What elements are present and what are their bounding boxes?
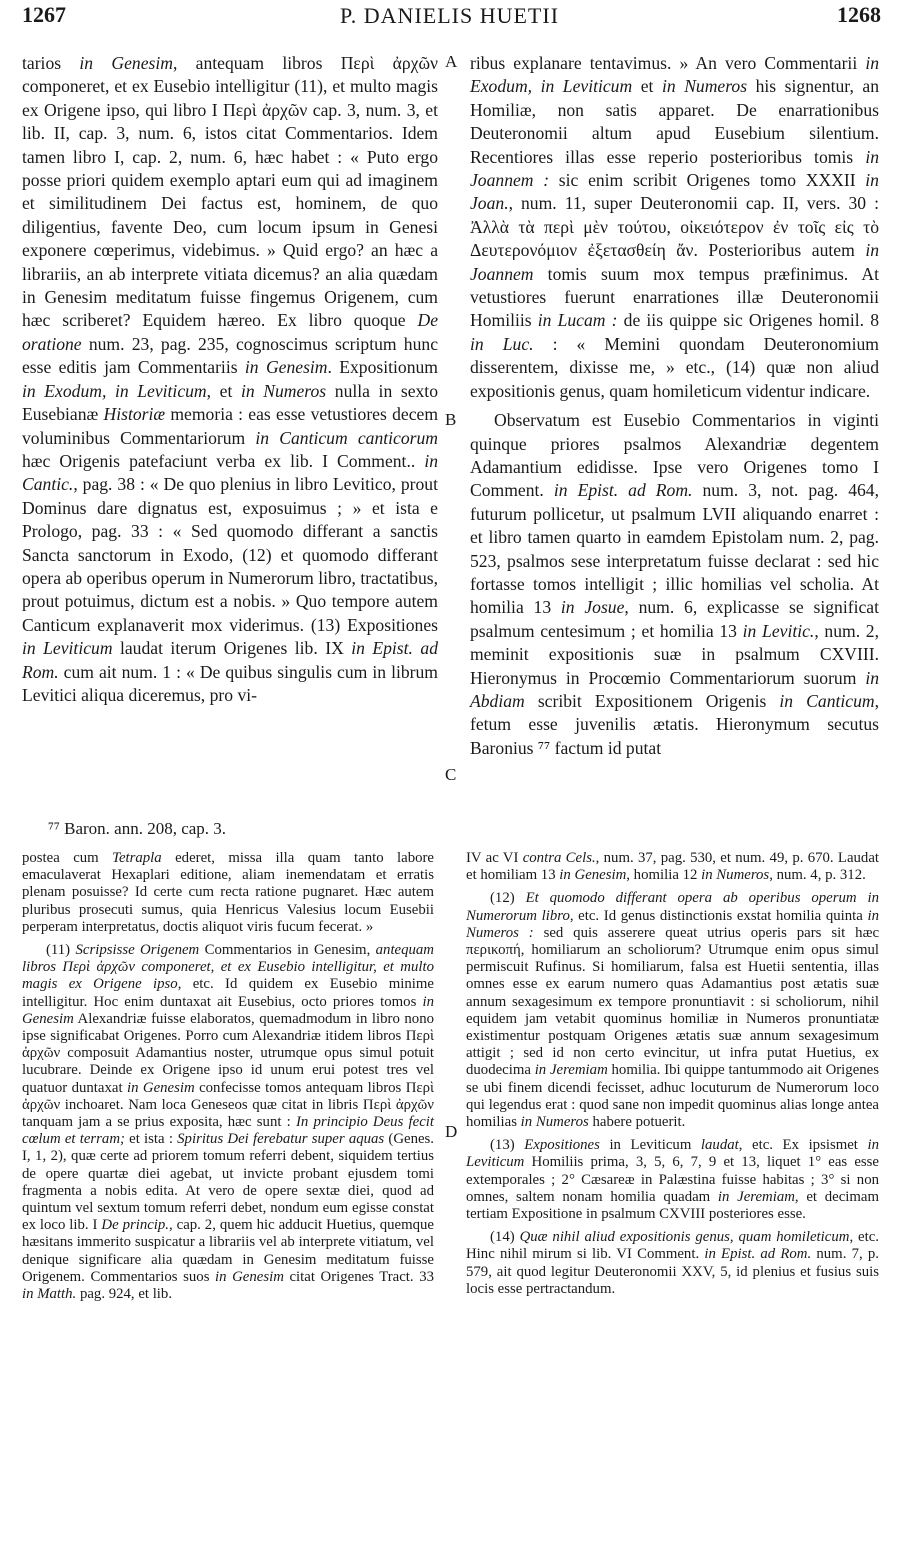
text-run: num. 23, pag. 235, cognoscimus scriptum hunc esse editis jam Commentariis [22, 333, 438, 378]
italic-run: in Exodum, in Leviticum [22, 380, 207, 401]
paragraph [22, 942, 434, 1303]
text-run: de iis quippe sic Origenes homil. 8 [617, 310, 879, 331]
italic-run: in Epist. ad Rom. [22, 638, 438, 682]
text-run: citat Origenes Tract. 33 [283, 1268, 434, 1285]
text-run: ribus explanare tentavimus. » An vero Commentarii [470, 53, 866, 73]
paragraph [470, 409, 879, 760]
italic-run: in Luc. [470, 333, 534, 354]
paragraph [22, 850, 434, 936]
italic-run: in Leviticum [466, 1137, 879, 1171]
text-run: memoria : eas esse vetustiores decem voluminibus Commentariorum [22, 404, 438, 448]
italic-run: Et quomodo differant opera ab operibus operum in Numerorum libro [466, 890, 879, 924]
page-header [0, 0, 899, 40]
text-run: , num. 6, explicasse se significat psalmum centesimum ; et homilia 13 [470, 597, 879, 641]
text-run: . Expositionum [327, 357, 438, 378]
paragraph [470, 52, 879, 403]
italic-run: in Epist. ad Rom. [704, 1246, 812, 1263]
text-run: habere potuerit. [588, 1114, 686, 1131]
running-title: P. DANIELIS HUETII [339, 3, 560, 28]
text-run: , et [206, 380, 241, 401]
italic-run: antequam libros Περὶ ἀρχῶν componeret, et ex Eusebio intelligitur, et multo magis ex Origene ipso [22, 942, 434, 993]
italic-run: Quæ nihil aliud expositionis genus, quam homileticum [519, 1229, 850, 1246]
italic-run: in Genesim [126, 1079, 195, 1096]
text-run: pag. 924, et lib. [76, 1286, 173, 1303]
italic-run: laudat [700, 1137, 739, 1154]
italic-run: in Genesim [215, 1268, 284, 1285]
text-run: , cap. 2, quem hic adducit Huetius, quemque hæsitans immerito suspicatur a librariis vel ab interprete vitiatum, vel denique significare alia quædam in Genesim meditatum fuisse Origenem. Commentarios suos [22, 1217, 434, 1285]
text-run: , et decimam tertiam Expositione in psalmum CXVIII posteriores esse. [466, 1188, 879, 1223]
paragraph [466, 890, 879, 1131]
text-run: num. 3, not. pag. 464, futurum pollicetur, ut psalmum LVII aliquando enarret : et libro tamen quarto in eamdem Epistolam num. 2, pag. 523, psalmos sese interpretatum fuisse declarat : sed hic fortasse tomos intelligit ; illic homilias vel scholia. At homilia 13 [470, 480, 879, 618]
italic-run: in Joannem [470, 240, 879, 284]
italic-run: in Josue [560, 597, 625, 618]
text-run: sic enim scribit Origenes tomo XXXII [549, 170, 866, 191]
text-run: (12) [490, 890, 526, 907]
italic-run: Tetrapla [112, 850, 162, 866]
italic-run: in Leviticum [22, 638, 113, 659]
text-run: , pag. 38 : « De quo plenius in libro Levitico, prout Dominus dare dignatus est, exposuimus ; » et ista e Prologo, pag. 33 : « Sed quomodo differant a sanctis Sancta sanctorum in Exodo, (12) et quomodo differant opera ab operibus operum in Numerorum libro, tractatibus, prout potuimus, dictum est a nobis. » Quo tempore autem Canticum explanaverit mox viderimus. (13) Expositiones [22, 474, 438, 635]
text-run: (13) [490, 1137, 525, 1154]
text-run: his signentur, an Homiliæ, non satis apparet. De enarrationibus Deuteronomii altum apud Eusebium silentium. Recentiores illas esse reperio posterioribus tomis [470, 76, 879, 167]
text-run: (14) [490, 1229, 520, 1246]
text-run: ederet, missa illa quam tanto labore emaculaverat Hexaplari editione, aliam inemendatam et erratis plenam posuisse? Id certe cum recta ratione pugnaret. Hæc autem pluribus prosecuti sumus, quia Henricus Valesius locum Eusebii perperam interpretatus, doctis aliquot viris fucum fecerat. » [22, 850, 434, 935]
text-run: cum ait num. 1 : « De quibus singulis cum in librum Levitici aliqua diceremus, pro vi- [22, 661, 438, 705]
italic-run: in Numeros : [466, 907, 879, 941]
italic-run: in Joan. [470, 170, 879, 214]
margin-letter-c: C [445, 765, 457, 784]
italic-run: in Canticum [779, 690, 875, 711]
paragraph [466, 1137, 879, 1223]
italic-run: in Exodum, in Leviticum [470, 53, 879, 97]
italic-run: in Joannem : [470, 146, 879, 191]
text-run: nulla in sexto Eusebianæ [22, 380, 438, 425]
notes-left-column [22, 850, 434, 1303]
text-run: , num. 2, meminit expositionis suæ in psalmum CXVIII. Hieronymus in Procœmio Commentariorum suorum [470, 620, 880, 688]
text-run: (11) [46, 942, 76, 959]
text-run: Alexandriæ fuisse elaboratos, quemadmodum in libro nono ipse significabat Origenes. Porro cum Alexandriæ itidem libros Περὶ ἀρχῶν composuit Adamantius noster, utrumque opus simul potuit lucubrare. Deinde ex Origene ipso id unum erui potest tres vel quatuor duntaxat [22, 1010, 434, 1096]
margin-letter-d: D [445, 1122, 458, 1141]
text-run: : « Memini quondam Deuteronomium disserentem, dixisse me, » etc., (14) quæ non aliud expositionis genus, quam homileticum videntur indicare. [470, 333, 879, 401]
italic-run: contra Cels. [522, 850, 596, 866]
text-run: Observatum est Eusebio Commentarios in viginti quinque priores psalmos Alexandriæ degentem Adamantium edidisse. Ipse vero Origenes tomo I Comment. [470, 410, 879, 501]
text-run: , num. 37, pag. 530, et num. 49, p. 670. Laudat et homiliam 13 [466, 850, 879, 884]
text-run: hæc Origenis patefaciunt verba ex lib. I Comment.. [22, 450, 425, 471]
italic-run: Scripsisse Origenem [75, 942, 200, 959]
italic-run: in Numeros [701, 867, 770, 884]
italic-run: in Numeros [520, 1114, 589, 1131]
italic-run: in Cantic. [22, 450, 438, 495]
italic-run: in Matth. [22, 1286, 77, 1303]
italic-run: in Canticum canticorum [255, 427, 438, 448]
text-run: Commentarios in Genesim, [199, 942, 376, 959]
text-run: tomis suum mox tempus præfinimus. At vetustiores fuerunt enarrationes illæ Deuteronomii Homiliis [470, 263, 879, 331]
italic-run: Spiritus Dei ferebatur super aquas [177, 1131, 385, 1148]
italic-run: in Lucam : [537, 310, 618, 331]
text-run: scribit Expositionem Origenis [524, 690, 780, 711]
page-number-right: 1268 [837, 2, 881, 27]
italic-run: De princip. [101, 1217, 170, 1234]
italic-run: Expositiones [524, 1137, 600, 1154]
italic-run: in Levitic. [742, 620, 815, 641]
text-run: , etc. Id quidem ex Eusebio minime intelligitur. Hoc enim duntaxat ait Eusebius, octo priores tomos [22, 976, 434, 1010]
italic-run: in Genesim [22, 993, 434, 1027]
text-run: homilia. Ibi quippe tantummodo ait Origenes se ubi finem dicendi fecisset, adhuc locuturum de Numerorum loco qui legendus erat : quod sane non impedit quominus alias longe antea homilias [466, 1062, 879, 1131]
text-run: laudat iterum Origenes lib. IX [112, 638, 352, 659]
page-number-left: 1267 [22, 2, 66, 27]
upper-right-column [470, 52, 879, 760]
margin-letter-a: A [445, 52, 458, 71]
text-run: confecisse tomos antequam libros Περὶ ἀρχῶν inchoaret. Nam loca Geneseos quæ citat in libris Περὶ ἀρχῶν tanquam jam a se prius exposita, hæc sunt : [22, 1079, 434, 1131]
italic-run: in Abdiam [470, 667, 879, 711]
italic-run: in Genesim [244, 357, 328, 378]
italic-run: Historiæ [103, 404, 166, 425]
italic-run: in Epist. ad Rom. [553, 480, 693, 501]
italic-run: In principio Deus fecit cœlum et terram; [22, 1114, 434, 1148]
text-run: , num. 11, super Deuteronomii cap. II, vers. 30 : Ἀλλὰ τὰ περὶ μὲν τούτου, οἰκειότερον ἐν τοῖς εἰς τὸ Δευτερονόμιον ἐξετασθείη ἄν. Posterioribus autem [470, 193, 879, 261]
italic-run: in Genesim [79, 53, 173, 73]
italic-run: in Numeros [661, 76, 748, 97]
paragraph [22, 52, 438, 707]
text-run: , etc. Id genus distinctionis exstat homilia quinta [569, 907, 868, 924]
text-run: (Genes. I, 1, 2), quæ certe ad priorem tomum referri debent, siquidem tertius de opere quartæ diei agebat, ut invicte probant ejusdem tomi fragmenta a nobis edita. At vero de opere sextæ diei, quod ad quintum vel sextum tomum referri debet, nondum eum egisse constat ex loco lib. I [22, 1131, 435, 1234]
text-run: in Leviticum [599, 1137, 701, 1154]
text-run: et ista : [124, 1131, 178, 1148]
text-run: IV ac VI [466, 850, 523, 866]
text-run: , num. 4, p. 312. [769, 867, 866, 884]
text-run: postea cum [22, 850, 113, 866]
text-run: , etc. Hinc nihil mirum si lib. VI Comment. [466, 1229, 879, 1263]
italic-run: in Jeremiam [534, 1062, 608, 1079]
text-run: , homilia 12 [626, 867, 702, 884]
footnote-77: ⁷⁷ Baron. ann. 208, cap. 3. [48, 819, 227, 838]
text-run: sed quis asserere queat utrius operis pars sit hæc περικοπή, homiliarum an scholiorum? Utrumque enim opus simul permiscuit Rufinus. Si homiliarum, falsa est Huetii sententia, illas omnes esse ex earum numero quas Adamantius post ætatis suæ annum sexagesimum ex tempore pronuntiavit : si scholiorum, nihil equidem jam vetabit quominus homiliæ in Numeros pronuntiatæ existimentur postquam Origenes ætatis suæ annum sexagesimum attigit ; sed id non certo evincitur, ut infra putat Huetius, ex duodecima [466, 924, 880, 1079]
text-run: tarios [22, 53, 80, 73]
text-run: num. 7, p. 579, ait quod legitur Deuteronomii XXV, 5, id plenius et fusius suis locis esse pertractandum. [466, 1246, 879, 1297]
text-run: , fetum esse juvenilis ætatis. Hieronymum secutus Baronius ⁷⁷ factum id putat [470, 690, 880, 758]
paragraph [466, 850, 879, 884]
text-run: et [632, 76, 662, 97]
text-run: Homiliis prima, 3, 5, 6, 7, 9 et 13, liquet 1° eas esse extemporales ; 2° Cæsareæ in Palæstina fuisse habitas ; 3° si non omnes, saltem nonam homilia quadam [466, 1154, 879, 1205]
notes-right-column [466, 850, 879, 1298]
upper-left-column [22, 52, 438, 707]
margin-letter-b: B [445, 410, 457, 429]
text-run: , etc. Ex ipsismet [738, 1137, 868, 1154]
text-run: , antequam libros Περὶ ἀρχῶν componeret, et ex Eusebio intelligitur (11), et multo magis ex Origene ipso, qui libro I Περὶ ἀρχῶν cap. 3, num. 3, et lib. II, cap. 3, num. 6, istos citat Commentarios. Idem tamen libro I, cap. 2, num. 6, hæc habet : « Puto ergo posse priori quidem exemplo aptari eum qui ad imaginem et similitudinem Dei factus est, hominem, de quo diligentius, favente Deo, cum locum ipsum in Genesi exponere cœperimus, videbimus. » Quid ergo? an hæc a librariis, an ab interprete vitiata dicemus? an alia quædam in Genesim meditatum fuisse fingemus Origenem, cum hæc scriberet? Equidem hæreo. Ex libro quoque [22, 53, 438, 331]
italic-run: De oratione [22, 310, 438, 354]
italic-run: in Numeros [240, 380, 327, 401]
italic-run: in Genesim [559, 867, 627, 884]
paragraph [466, 1229, 879, 1298]
italic-run: in Jeremiam [717, 1188, 795, 1205]
